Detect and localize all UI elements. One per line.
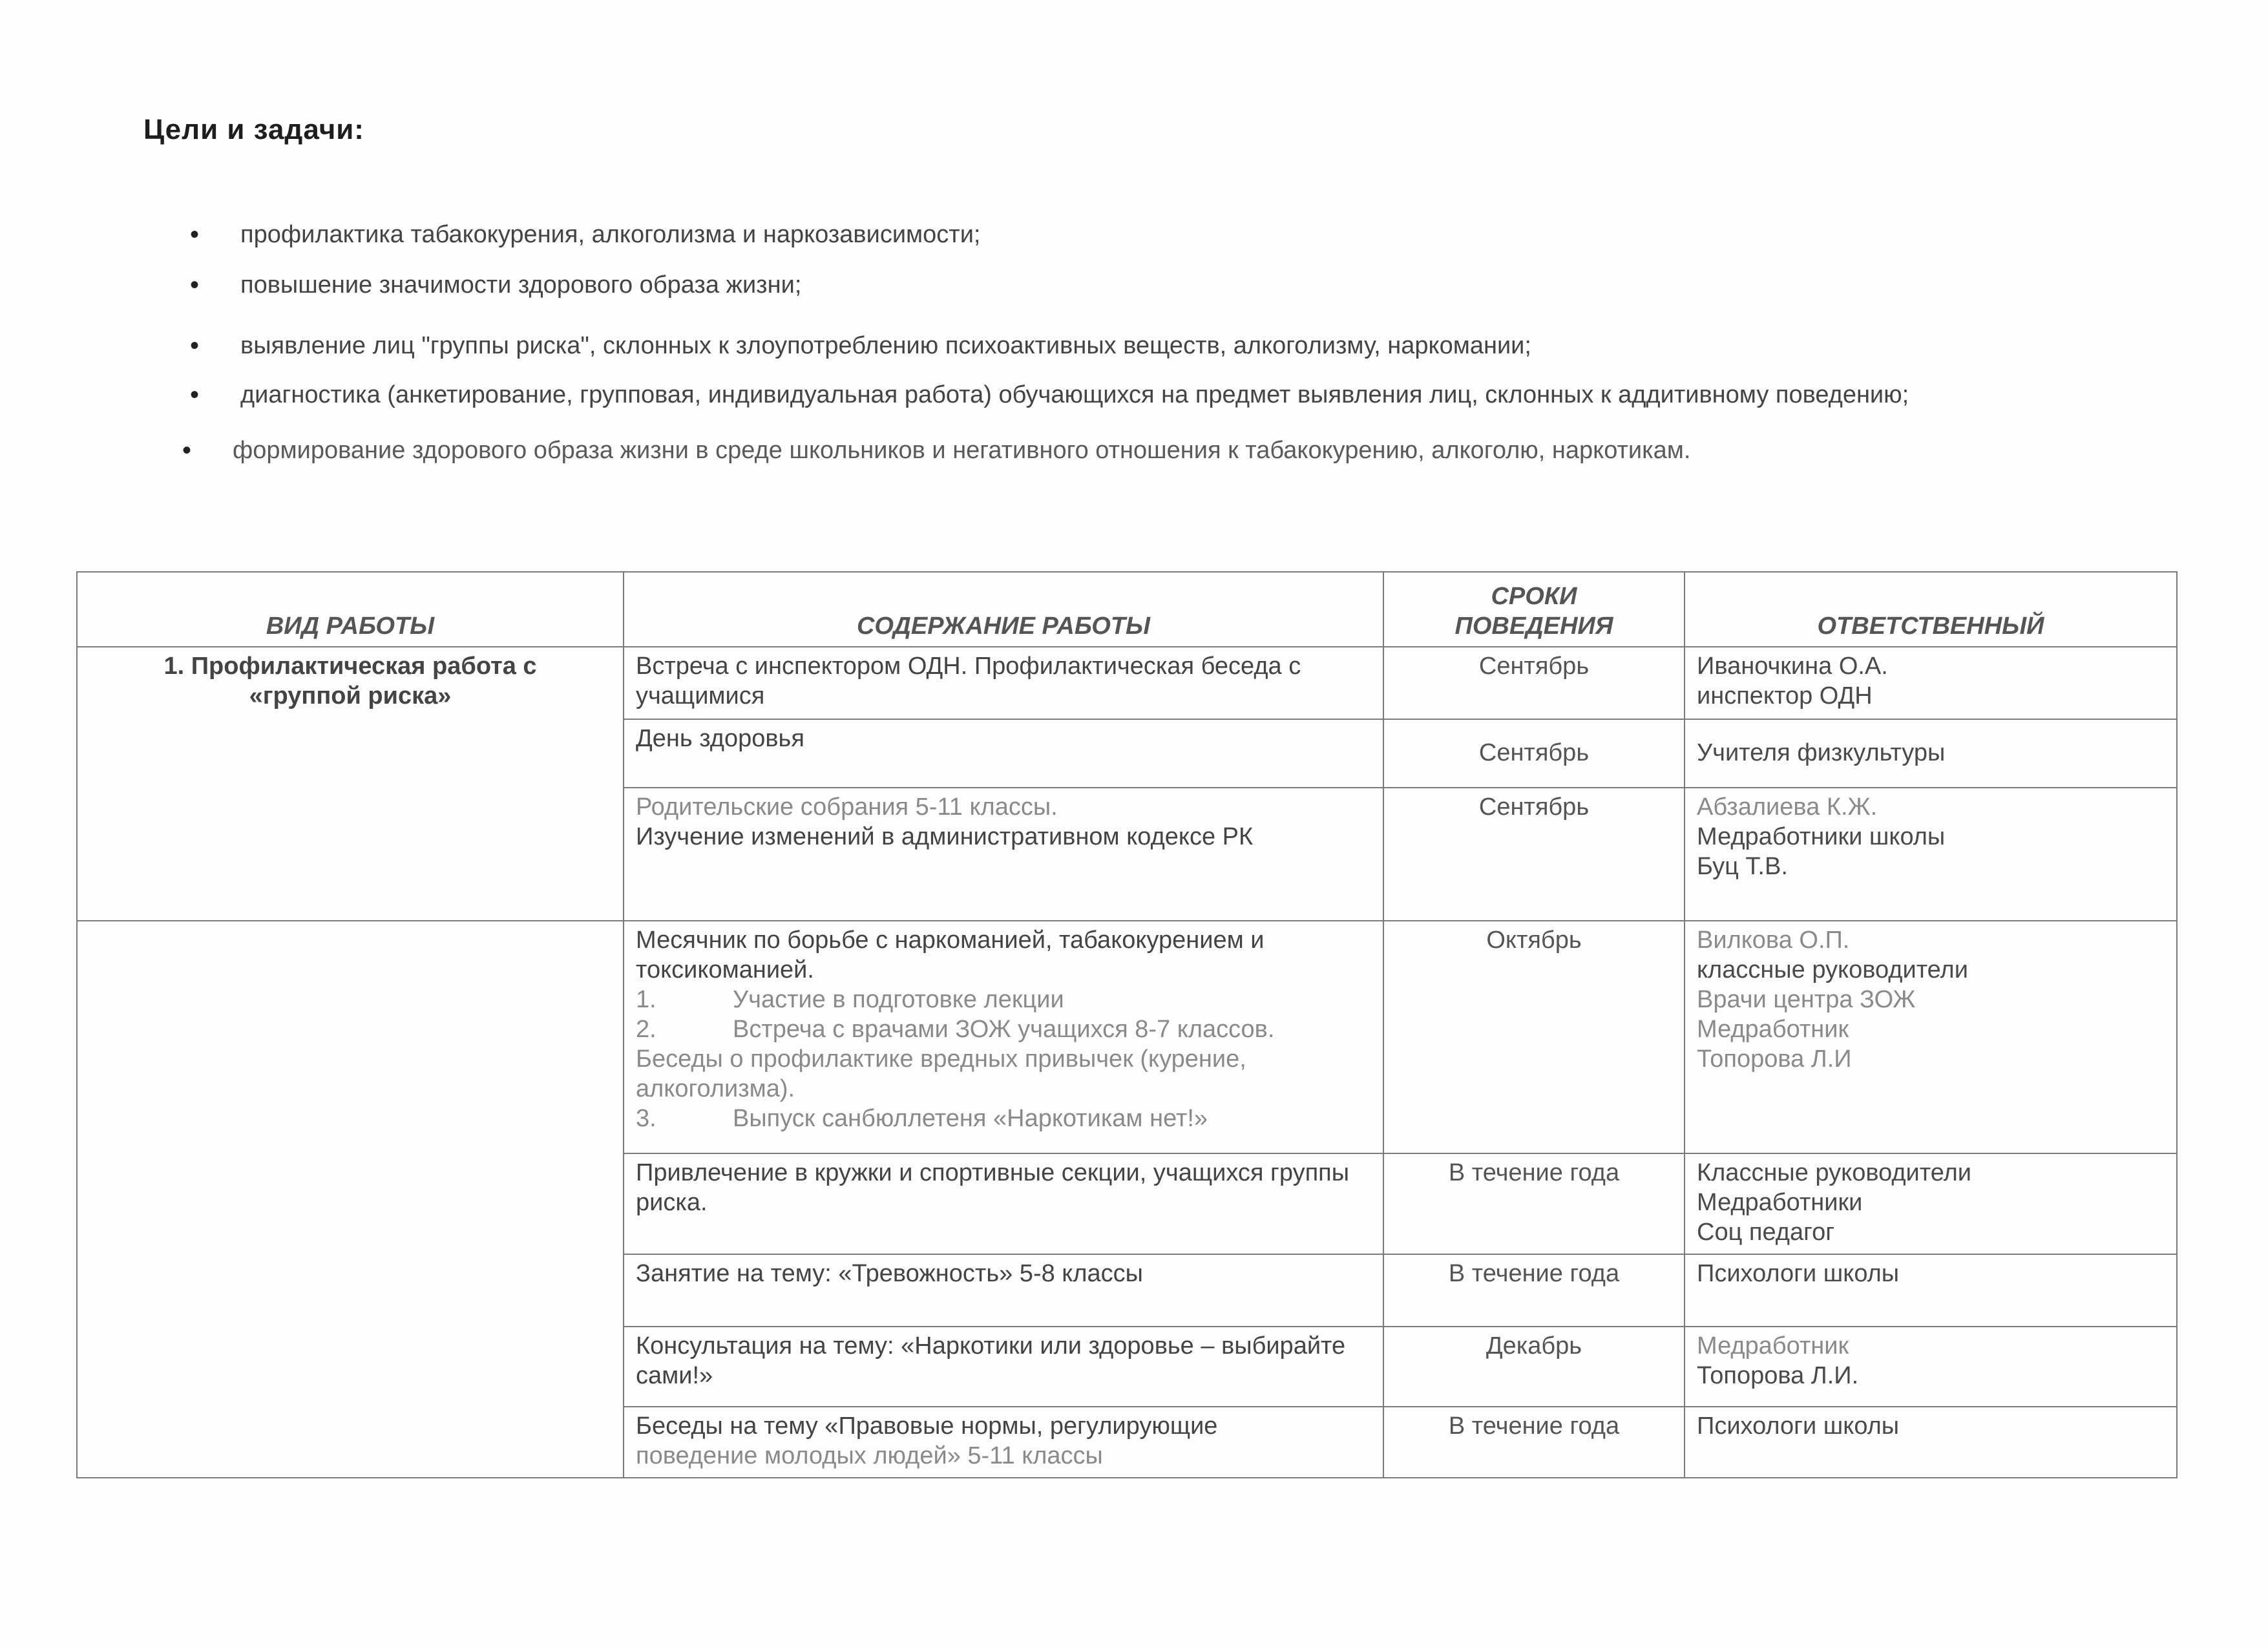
responsible-line: Учителя физкультуры — [1697, 739, 1946, 766]
responsible-line: Врачи центра ЗОЖ — [1697, 986, 1916, 1013]
content-cell — [624, 788, 1383, 921]
header-responsible: ОТВЕТСТВЕННЫЙ — [1685, 572, 2177, 647]
goal-item — [181, 220, 2042, 249]
content-cell — [624, 1153, 1383, 1254]
content-line: Занятие на тему: «Тревожность» 5-8 классы — [636, 1260, 1143, 1287]
table-row — [77, 921, 2177, 1153]
goal-text: диагностика (анкетирование, групповая, индивидуальная работа) обучающихся на предмет выявления лиц, склонных к аддитивному поведению; — [240, 381, 1909, 408]
responsible-line: Медработник — [1697, 1332, 1849, 1360]
content-line: Изучение изменений в административном кодексе РК — [636, 823, 1254, 850]
list-text: Встреча с врачами ЗОЖ учащихся 8-7 классов. — [733, 1016, 1275, 1043]
content-cell — [624, 647, 1383, 719]
responsible-line: Медработник — [1697, 1016, 1849, 1043]
content-cell — [624, 1254, 1383, 1327]
term-cell: Октябрь — [1383, 921, 1685, 1153]
goal-text: повышение значимости здорового образа жизни; — [240, 271, 802, 299]
responsible-line: инспектор ОДН — [1697, 682, 1873, 709]
bullet-icon: • — [190, 331, 200, 360]
responsible-line: Иваночкина О.А. — [1697, 653, 1888, 680]
responsible-line: Буц Т.В. — [1697, 853, 1788, 880]
page-title: Цели и задачи: — [143, 114, 364, 145]
goal-text: выявление лиц "группы риска", склонных к злоупотреблению психоактивных веществ, алкоголизму, наркомании; — [240, 332, 1531, 359]
content-list-item — [636, 985, 1371, 1014]
content-line: Привлечение в кружки и спортивные секции, учащихся группы риска. — [636, 1159, 1350, 1216]
responsible-line: Медработники школы — [1697, 823, 1946, 850]
work-plan-table — [76, 571, 2178, 1478]
work-kind-cell — [77, 921, 624, 1478]
goal-text: профилактика табакокурения, алкоголизма и наркозависимости; — [240, 221, 981, 248]
responsible-line: Медработники — [1697, 1189, 1863, 1216]
responsible-cell — [1685, 1407, 2177, 1478]
content-line: поведение молодых людей» 5-11 классы — [636, 1442, 1103, 1469]
goal-item — [181, 270, 2042, 300]
content-cell — [624, 719, 1383, 788]
responsible-cell — [1685, 719, 2177, 788]
goals-list — [181, 220, 2042, 465]
term-cell: В течение года — [1383, 1407, 1685, 1478]
responsible-line: Классные руководители — [1697, 1159, 1972, 1186]
responsible-cell — [1685, 788, 2177, 921]
responsible-line: Вилкова О.П. — [1697, 927, 1850, 954]
goal-item — [173, 436, 2042, 465]
content-list-item — [636, 1104, 1371, 1133]
content-line: Месячник по борьбе с наркоманией, табакокурением и токсикоманией. — [636, 927, 1265, 983]
list-number: 3. — [636, 1105, 656, 1132]
responsible-line: Абзалиева К.Ж. — [1697, 793, 1878, 821]
content-cell — [624, 1407, 1383, 1478]
responsible-line: классные руководители — [1697, 956, 1968, 983]
term-cell: В течение года — [1383, 1254, 1685, 1327]
responsible-line: Психологи школы — [1697, 1260, 1900, 1287]
goal-item — [181, 331, 2042, 361]
content-list-item — [636, 1014, 1371, 1044]
content-cell — [624, 1327, 1383, 1407]
content-line: День здоровья — [636, 725, 804, 752]
header-content: СОДЕРЖАНИЕ РАБОТЫ — [624, 572, 1383, 647]
responsible-cell — [1685, 1327, 2177, 1407]
list-text: Выпуск санбюллетеня «Наркотикам нет!» — [733, 1105, 1208, 1132]
table-header-row — [77, 572, 2177, 647]
list-number: 1. — [636, 986, 656, 1013]
responsible-cell — [1685, 1153, 2177, 1254]
content-line: Встреча с инспектором ОДН. Профилактическая беседа с учащимися — [636, 653, 1301, 709]
term-cell: В течение года — [1383, 1153, 1685, 1254]
bullet-icon: • — [190, 381, 200, 409]
bullet-icon: • — [190, 220, 200, 249]
header-term: СРОКИ ПОВЕДЕНИЯ — [1383, 572, 1685, 647]
list-number: 2. — [636, 1016, 656, 1043]
term-cell: Сентябрь — [1383, 719, 1685, 788]
list-text: Участие в подготовке лекции — [733, 986, 1064, 1013]
content-line: Родительские собрания 5-11 классы. — [636, 793, 1058, 821]
term-cell: Сентябрь — [1383, 647, 1685, 719]
table-row — [77, 647, 2177, 719]
responsible-line: Топорова Л.И — [1697, 1045, 1852, 1073]
responsible-line: Топорова Л.И. — [1697, 1362, 1859, 1389]
responsible-line: Соц педагог — [1697, 1219, 1835, 1246]
content-cell — [624, 921, 1383, 1153]
responsible-cell — [1685, 921, 2177, 1153]
term-cell: Декабрь — [1383, 1327, 1685, 1407]
header-kind: ВИД РАБОТЫ — [77, 572, 624, 647]
responsible-cell — [1685, 1254, 2177, 1327]
responsible-line: Психологи школы — [1697, 1413, 1900, 1440]
work-kind-cell: 1. Профилактическая работа с «группой риска» — [77, 647, 624, 921]
responsible-cell — [1685, 647, 2177, 719]
goal-text: формирование здорового образа жизни в среде школьников и негативного отношения к табакокурению, алкоголю, наркотикам. — [233, 437, 1691, 464]
content-line: Беседы на тему «Правовые нормы, регулирующие — [636, 1413, 1218, 1440]
term-cell: Сентябрь — [1383, 788, 1685, 921]
content-line: Консультация на тему: «Наркотики или здоровье – выбирайте сами!» — [636, 1332, 1346, 1389]
content-line: Беседы о профилактике вредных привычек (курение, алкоголизма). — [636, 1045, 1246, 1102]
bullet-icon: • — [190, 271, 200, 299]
bullet-icon: • — [182, 436, 192, 465]
goal-item — [181, 380, 2042, 410]
